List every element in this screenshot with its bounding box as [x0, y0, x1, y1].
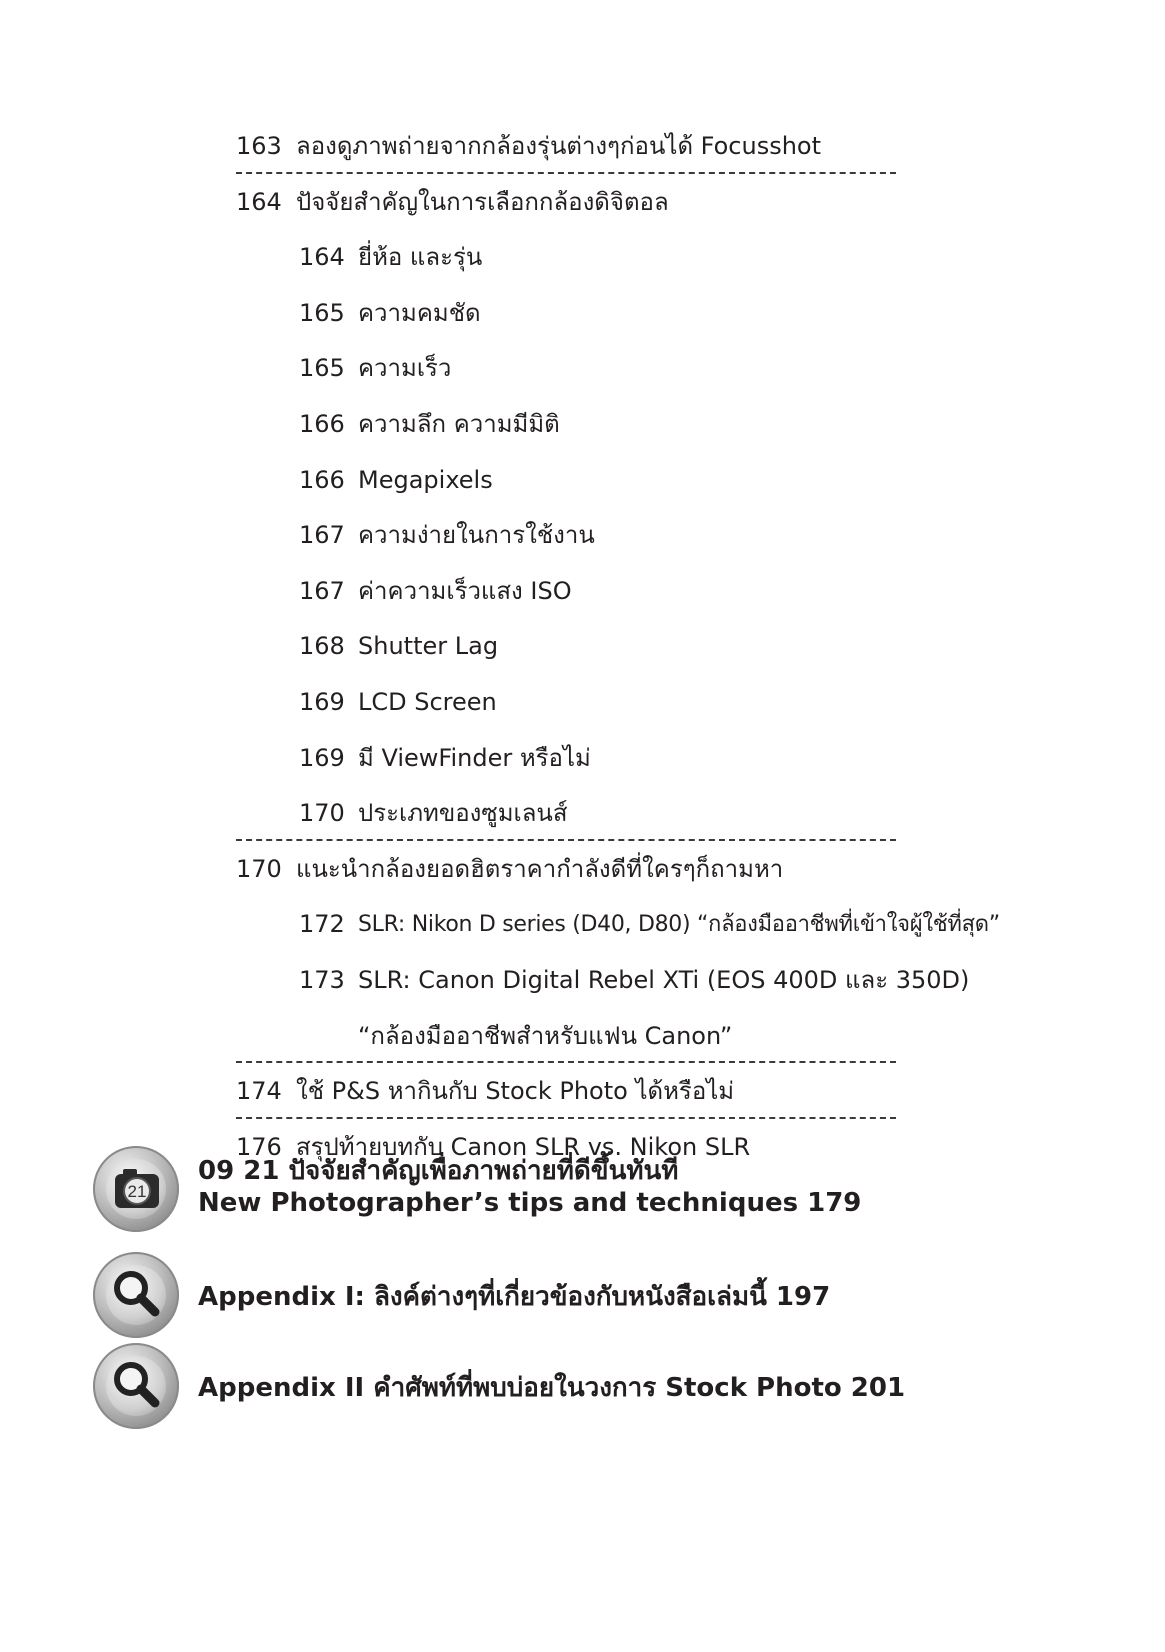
magnifier-badge	[93, 1343, 179, 1429]
magnifier-icon	[93, 1343, 179, 1429]
toc-entry-title: ลองดูภาพถ่ายจากกล้องรุ่นต่างๆก่อนได้ Focusshot	[296, 132, 822, 160]
toc-page-number: 165	[299, 298, 345, 327]
appendix-1-title: Appendix I: ลิงค์ต่างๆที่เกี่ยวข้องกับหนังสือเล่มนี้ 197	[198, 1282, 831, 1312]
toc-page-number: 164	[236, 187, 282, 216]
toc-entry	[236, 896, 1000, 952]
appendix-2-title: Appendix II คำศัพท์ที่พบบ่อยในวงการ Stock Photo 201	[198, 1373, 906, 1403]
toc-entry	[236, 785, 896, 841]
toc-entry-title: ความคมชัด	[358, 298, 481, 327]
toc-entry	[236, 396, 896, 452]
toc-entry-title: Shutter Lag	[358, 632, 499, 661]
toc-page-number: 166	[299, 465, 345, 494]
badge-number: 21	[127, 1182, 147, 1201]
toc-entry	[236, 674, 896, 730]
chapter-title-english: New Photographer’s tips and techniques 179	[198, 1188, 862, 1218]
toc-page-number: 173	[299, 965, 345, 994]
toc-entry	[236, 118, 896, 174]
toc-page-number: 170	[299, 799, 345, 828]
table-of-contents	[236, 118, 1000, 1174]
toc-entry-title: ปัจจัยสำคัญในการเลือกกล้องดิจิตอล	[296, 187, 669, 216]
toc-entry-title: แนะนำกล้องยอดฮิตราคากำลังดีที่ใครๆก็ถามหา	[296, 854, 784, 883]
toc-page-number: 163	[236, 132, 282, 160]
toc-page-number: 172	[299, 910, 345, 939]
toc-entry-title: “กล้องมืออาชีพสำหรับแฟน Canon”	[358, 1021, 733, 1050]
toc-entry-title: ความเร็ว	[358, 354, 452, 383]
toc-page-number: 168	[299, 632, 345, 661]
toc-entry-title: SLR: Nikon D series (D40, D80) “กล้องมืออาชีพที่เข้าใจผู้ใช้ที่สุด”	[358, 912, 1000, 938]
toc-entry-title: มี ViewFinder หรือไม่	[358, 743, 591, 772]
toc-entry	[236, 340, 896, 396]
toc-entry	[236, 952, 970, 1008]
toc-page-number: 169	[299, 687, 345, 716]
toc-entry-title: ประเภทของซูมเลนส์	[358, 799, 568, 828]
toc-page-number: 170	[236, 854, 282, 883]
toc-page-number: 166	[299, 409, 345, 438]
toc-entry-title: ยี่ห้อ และรุ่น	[358, 243, 483, 272]
toc-entry-title: Megapixels	[358, 465, 493, 494]
toc-entry	[236, 229, 896, 285]
toc-page-number: 174	[236, 1077, 282, 1106]
toc-page-number: 167	[299, 576, 345, 605]
toc-entry-title: ค่าความเร็วแสง ISO	[358, 576, 572, 605]
toc-page-number: 169	[299, 743, 345, 772]
toc-entry	[236, 174, 896, 230]
toc-entry	[236, 507, 896, 563]
camera-icon	[93, 1146, 179, 1232]
toc-page-number: 176	[236, 1132, 282, 1161]
toc-entry	[236, 452, 896, 508]
toc-entry	[236, 1008, 896, 1064]
toc-entry-title: LCD Screen	[358, 687, 497, 716]
toc-entry-title: ความง่ายในการใช้งาน	[358, 521, 595, 550]
toc-page-number: 164	[299, 243, 345, 272]
toc-entry	[236, 841, 896, 897]
toc-page-number: 165	[299, 354, 345, 383]
magnifier-badge	[93, 1252, 179, 1338]
toc-entry	[236, 618, 896, 674]
toc-entry	[236, 285, 896, 341]
toc-page-number: 167	[299, 521, 345, 550]
toc-entry	[236, 1063, 896, 1119]
toc-entry-title: ความลึก ความมีมิติ	[358, 409, 560, 438]
chapter-title-thai: 09 21 ปัจจัยสำคัญเพื่อภาพถ่ายที่ดีขึ้นทันที	[198, 1156, 679, 1186]
camera-badge	[93, 1146, 179, 1232]
toc-entry	[236, 563, 896, 619]
toc-entry-title: สรุปท้ายบทกับ Canon SLR vs. Nikon SLR	[296, 1132, 751, 1161]
toc-entry	[236, 730, 896, 786]
toc-entry-title: ใช้ P&S หากินกับ Stock Photo ได้หรือไม่	[296, 1077, 735, 1106]
toc-entry-title: SLR: Canon Digital Rebel XTi (EOS 400D และ 350D)	[358, 965, 970, 994]
magnifier-icon	[93, 1252, 179, 1338]
